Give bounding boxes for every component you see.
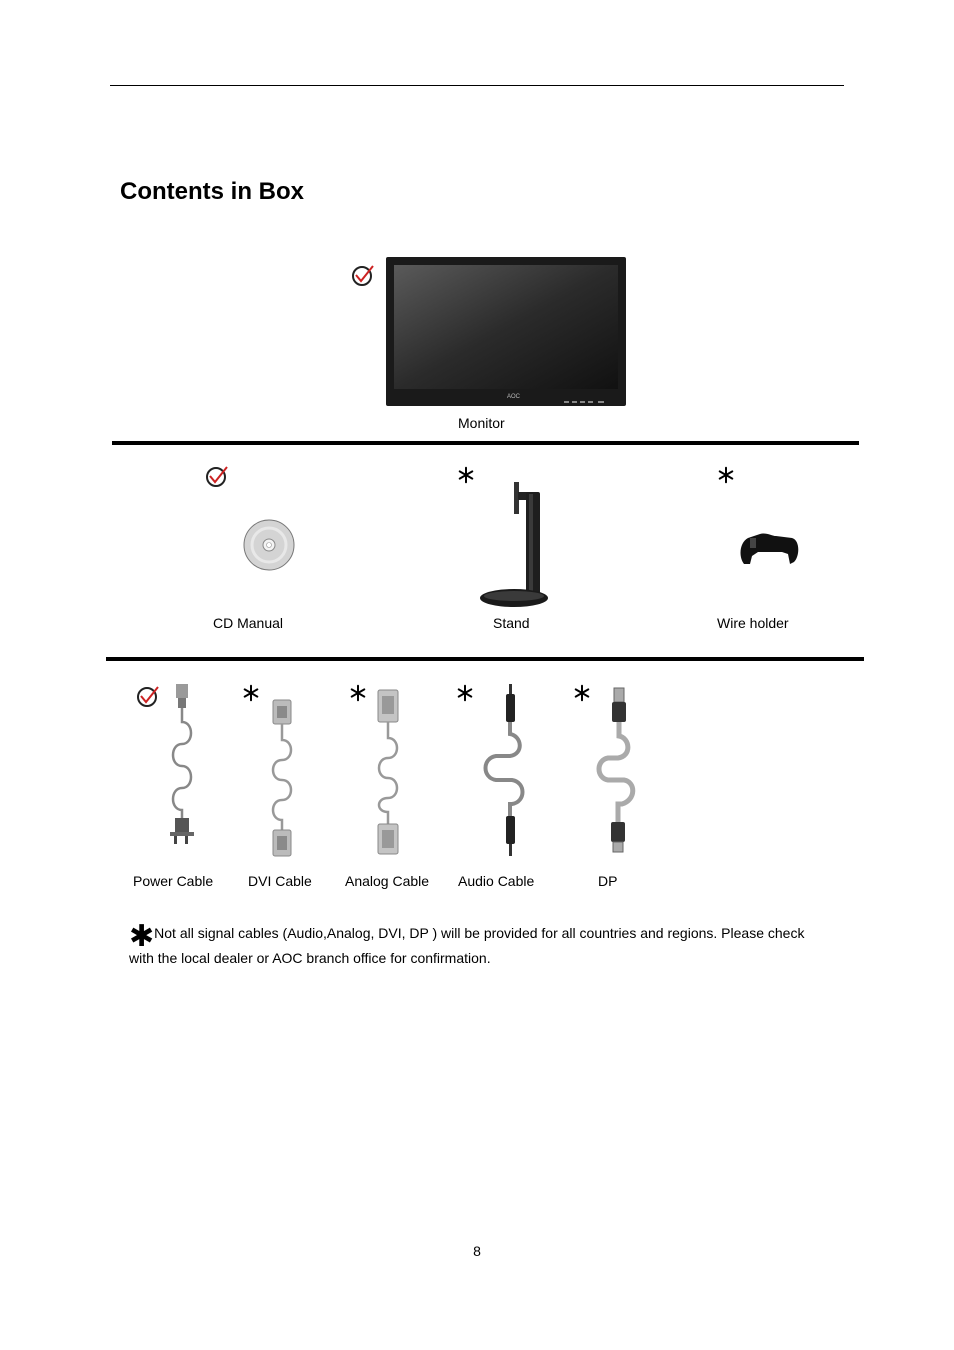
optional-asterisk-icon (717, 466, 735, 484)
stand-image (478, 480, 552, 610)
cable-availability-note (129, 921, 849, 971)
stand-label: Stand (493, 615, 530, 631)
included-check-icon (205, 464, 229, 488)
optional-asterisk-icon (456, 684, 474, 702)
page-number: 8 (473, 1243, 481, 1259)
note-line-1: Not all signal cables (Audio,Analog, DVI, DP ) will be provided for all countries and regions. Please check (154, 925, 805, 941)
monitor-label: Monitor (458, 415, 505, 431)
included-check-icon (351, 263, 375, 287)
power-cable-image (160, 684, 200, 848)
power-cable-label: Power Cable (133, 873, 214, 889)
optional-asterisk-icon (457, 466, 475, 484)
cd-manual-label: CD Manual (213, 615, 284, 631)
optional-asterisk-icon (349, 684, 367, 702)
optional-asterisk-icon (242, 684, 260, 702)
included-check-icon (136, 684, 160, 708)
wire-holder-image (738, 530, 802, 568)
audio-cable-image (478, 684, 532, 860)
monitor-brand: AOC (507, 394, 521, 400)
page-title: Contents in Box (120, 178, 304, 205)
section-rule (106, 657, 864, 661)
wire-holder-label: Wire holder (717, 615, 789, 631)
dvi-cable-label: DVI Cable (248, 873, 312, 889)
note-asterisk-icon: ✱ (129, 920, 155, 953)
monitor-image (386, 257, 626, 407)
analog-cable-image (370, 688, 406, 858)
dvi-cable-image (264, 696, 300, 860)
dp-cable-label: DP (598, 873, 618, 889)
analog-cable-label: Analog Cable (345, 873, 430, 889)
note-line-2: with the local dealer or AOC branch office for confirmation. (129, 950, 491, 966)
optional-asterisk-icon (573, 684, 591, 702)
dp-cable-image (594, 686, 638, 856)
section-rule (112, 441, 859, 445)
header-rule (110, 85, 844, 86)
audio-cable-label: Audio Cable (458, 873, 535, 889)
cd-icon (243, 519, 295, 571)
